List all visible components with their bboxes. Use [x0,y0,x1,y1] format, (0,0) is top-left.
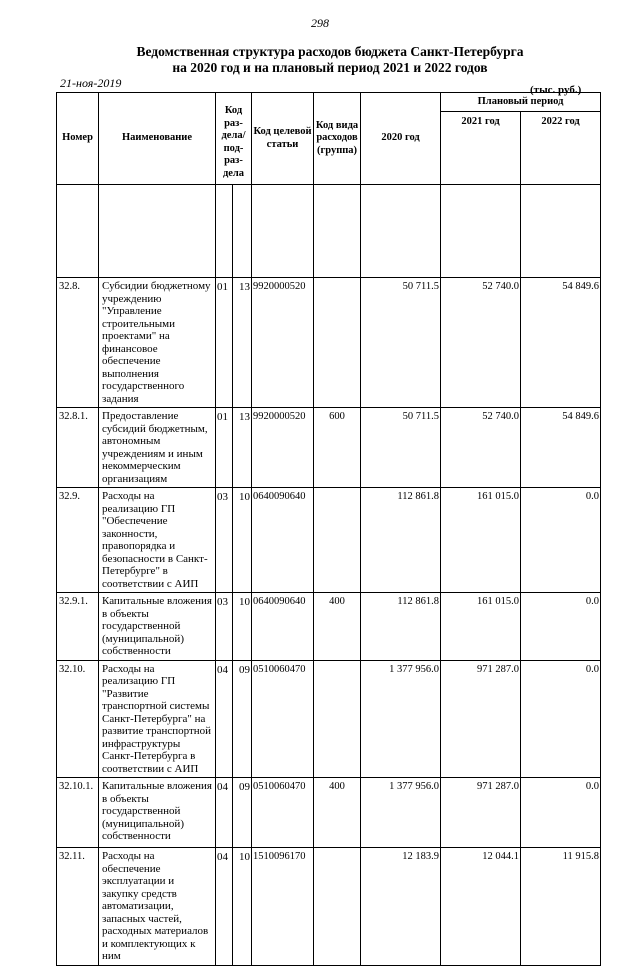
header-target: Код целевой статьи [252,93,314,185]
row-amount-2021: 52 740.0 [441,408,521,488]
row-number: 32.8.1. [57,408,99,488]
table-row [57,408,601,488]
row-section: 04 [216,848,233,966]
row-amount-2021: 971 287.0 [441,660,521,778]
header-2021: 2021 год [441,112,521,185]
row-subsection: 09 [233,660,252,778]
row-subsection: 10 [233,488,252,593]
table-row [57,660,601,778]
row-name: Капитальные вложения в объекты государственной (муниципальной) собственности [99,778,216,848]
units-label: (тыс. руб.) [530,84,582,96]
row-expense-group [314,660,361,778]
header-expense: Код вида расходов (группа) [314,93,361,185]
header-number: Номер [57,93,99,185]
row-amount-2020: 112 861.8 [361,593,441,661]
row-target-code: 0640090640 [252,488,314,593]
row-target-code: 9920000520 [252,278,314,408]
row-section: 01 [216,408,233,488]
row-amount-2020: 12 183.9 [361,848,441,966]
row-expense-group: 600 [314,408,361,488]
title-line-2: на 2020 год и на плановый период 2021 и 2022 годов [172,60,488,75]
row-name: Расходы на обеспечение эксплуатации и закупку средств автоматизации, запасных частей, расходных материалов и комплектующих к ним [99,848,216,966]
row-amount-2022: 54 849.6 [521,278,601,408]
row-target-code: 1510096170 [252,848,314,966]
row-name: Расходы на реализацию ГП "Развитие транспортной системы Санкт-Петербурга" на развитие транспортной инфраструктуры Санкт-Петербурга в соответствии с АИП [99,660,216,778]
header-2020: 2020 год [361,93,441,185]
row-amount-2022: 0.0 [521,778,601,848]
row-section: 04 [216,778,233,848]
row-subsection: 10 [233,848,252,966]
row-expense-group [314,278,361,408]
row-section: 01 [216,278,233,408]
row-subsection: 13 [233,408,252,488]
row-amount-2021: 52 740.0 [441,278,521,408]
row-amount-2020: 1 377 956.0 [361,778,441,848]
table-row [57,848,601,966]
row-amount-2021: 161 015.0 [441,488,521,593]
row-name: Капитальные вложения в объекты государственной (муниципальной) собственности [99,593,216,661]
header-name: Наименование [99,93,216,185]
header-plan-period: Плановый период [441,93,601,112]
row-section: 03 [216,593,233,661]
row-amount-2022: 54 849.6 [521,408,601,488]
row-subsection: 13 [233,278,252,408]
row-number: 32.10.1. [57,778,99,848]
row-amount-2022: 0.0 [521,488,601,593]
row-number: 32.10. [57,660,99,778]
table-row [57,593,601,661]
row-number: 32.8. [57,278,99,408]
row-amount-2021: 12 044.1 [441,848,521,966]
row-subsection: 10 [233,593,252,661]
row-amount-2020: 1 377 956.0 [361,660,441,778]
title-line-1: Ведомственная структура расходов бюджета Санкт-Петербурга [136,44,524,59]
row-amount-2022: 0.0 [521,593,601,661]
header-2022: 2022 год [521,112,601,185]
row-amount-2021: 971 287.0 [441,778,521,848]
row-amount-2021: 161 015.0 [441,593,521,661]
row-name: Расходы на реализацию ГП "Обеспечение законности, правопорядка и безопасности в Санкт-Петербурге" в соответствии с АИП [99,488,216,593]
row-name: Предоставление субсидий бюджетным, автономным учреждениям и иным некоммерческим организациям [99,408,216,488]
row-amount-2022: 0.0 [521,660,601,778]
row-number: 32.9.1. [57,593,99,661]
table-row [57,488,601,593]
row-expense-group [314,488,361,593]
document-date: 21-ноя-2019 [60,76,122,90]
row-number: 32.11. [57,848,99,966]
table-row [57,778,601,848]
budget-table [56,92,601,966]
page-number: 298 [311,16,329,30]
header-section: Код раз-дела/ под-раз-дела [216,93,252,185]
table-row [57,278,601,408]
row-amount-2022: 11 915.8 [521,848,601,966]
row-expense-group: 400 [314,593,361,661]
row-expense-group: 400 [314,778,361,848]
row-number: 32.9. [57,488,99,593]
row-expense-group [314,848,361,966]
row-target-code: 0510060470 [252,778,314,848]
spacer-row [57,185,601,278]
document-title [130,44,530,76]
row-section: 03 [216,488,233,593]
row-amount-2020: 50 711.5 [361,408,441,488]
row-target-code: 9920000520 [252,408,314,488]
row-section: 04 [216,660,233,778]
row-subsection: 09 [233,778,252,848]
row-target-code: 0640090640 [252,593,314,661]
row-name: Субсидии бюджетному учреждению "Управление строительными проектами" на финансовое обеспечение выполнения государственного задания [99,278,216,408]
row-amount-2020: 112 861.8 [361,488,441,593]
row-amount-2020: 50 711.5 [361,278,441,408]
row-target-code: 0510060470 [252,660,314,778]
